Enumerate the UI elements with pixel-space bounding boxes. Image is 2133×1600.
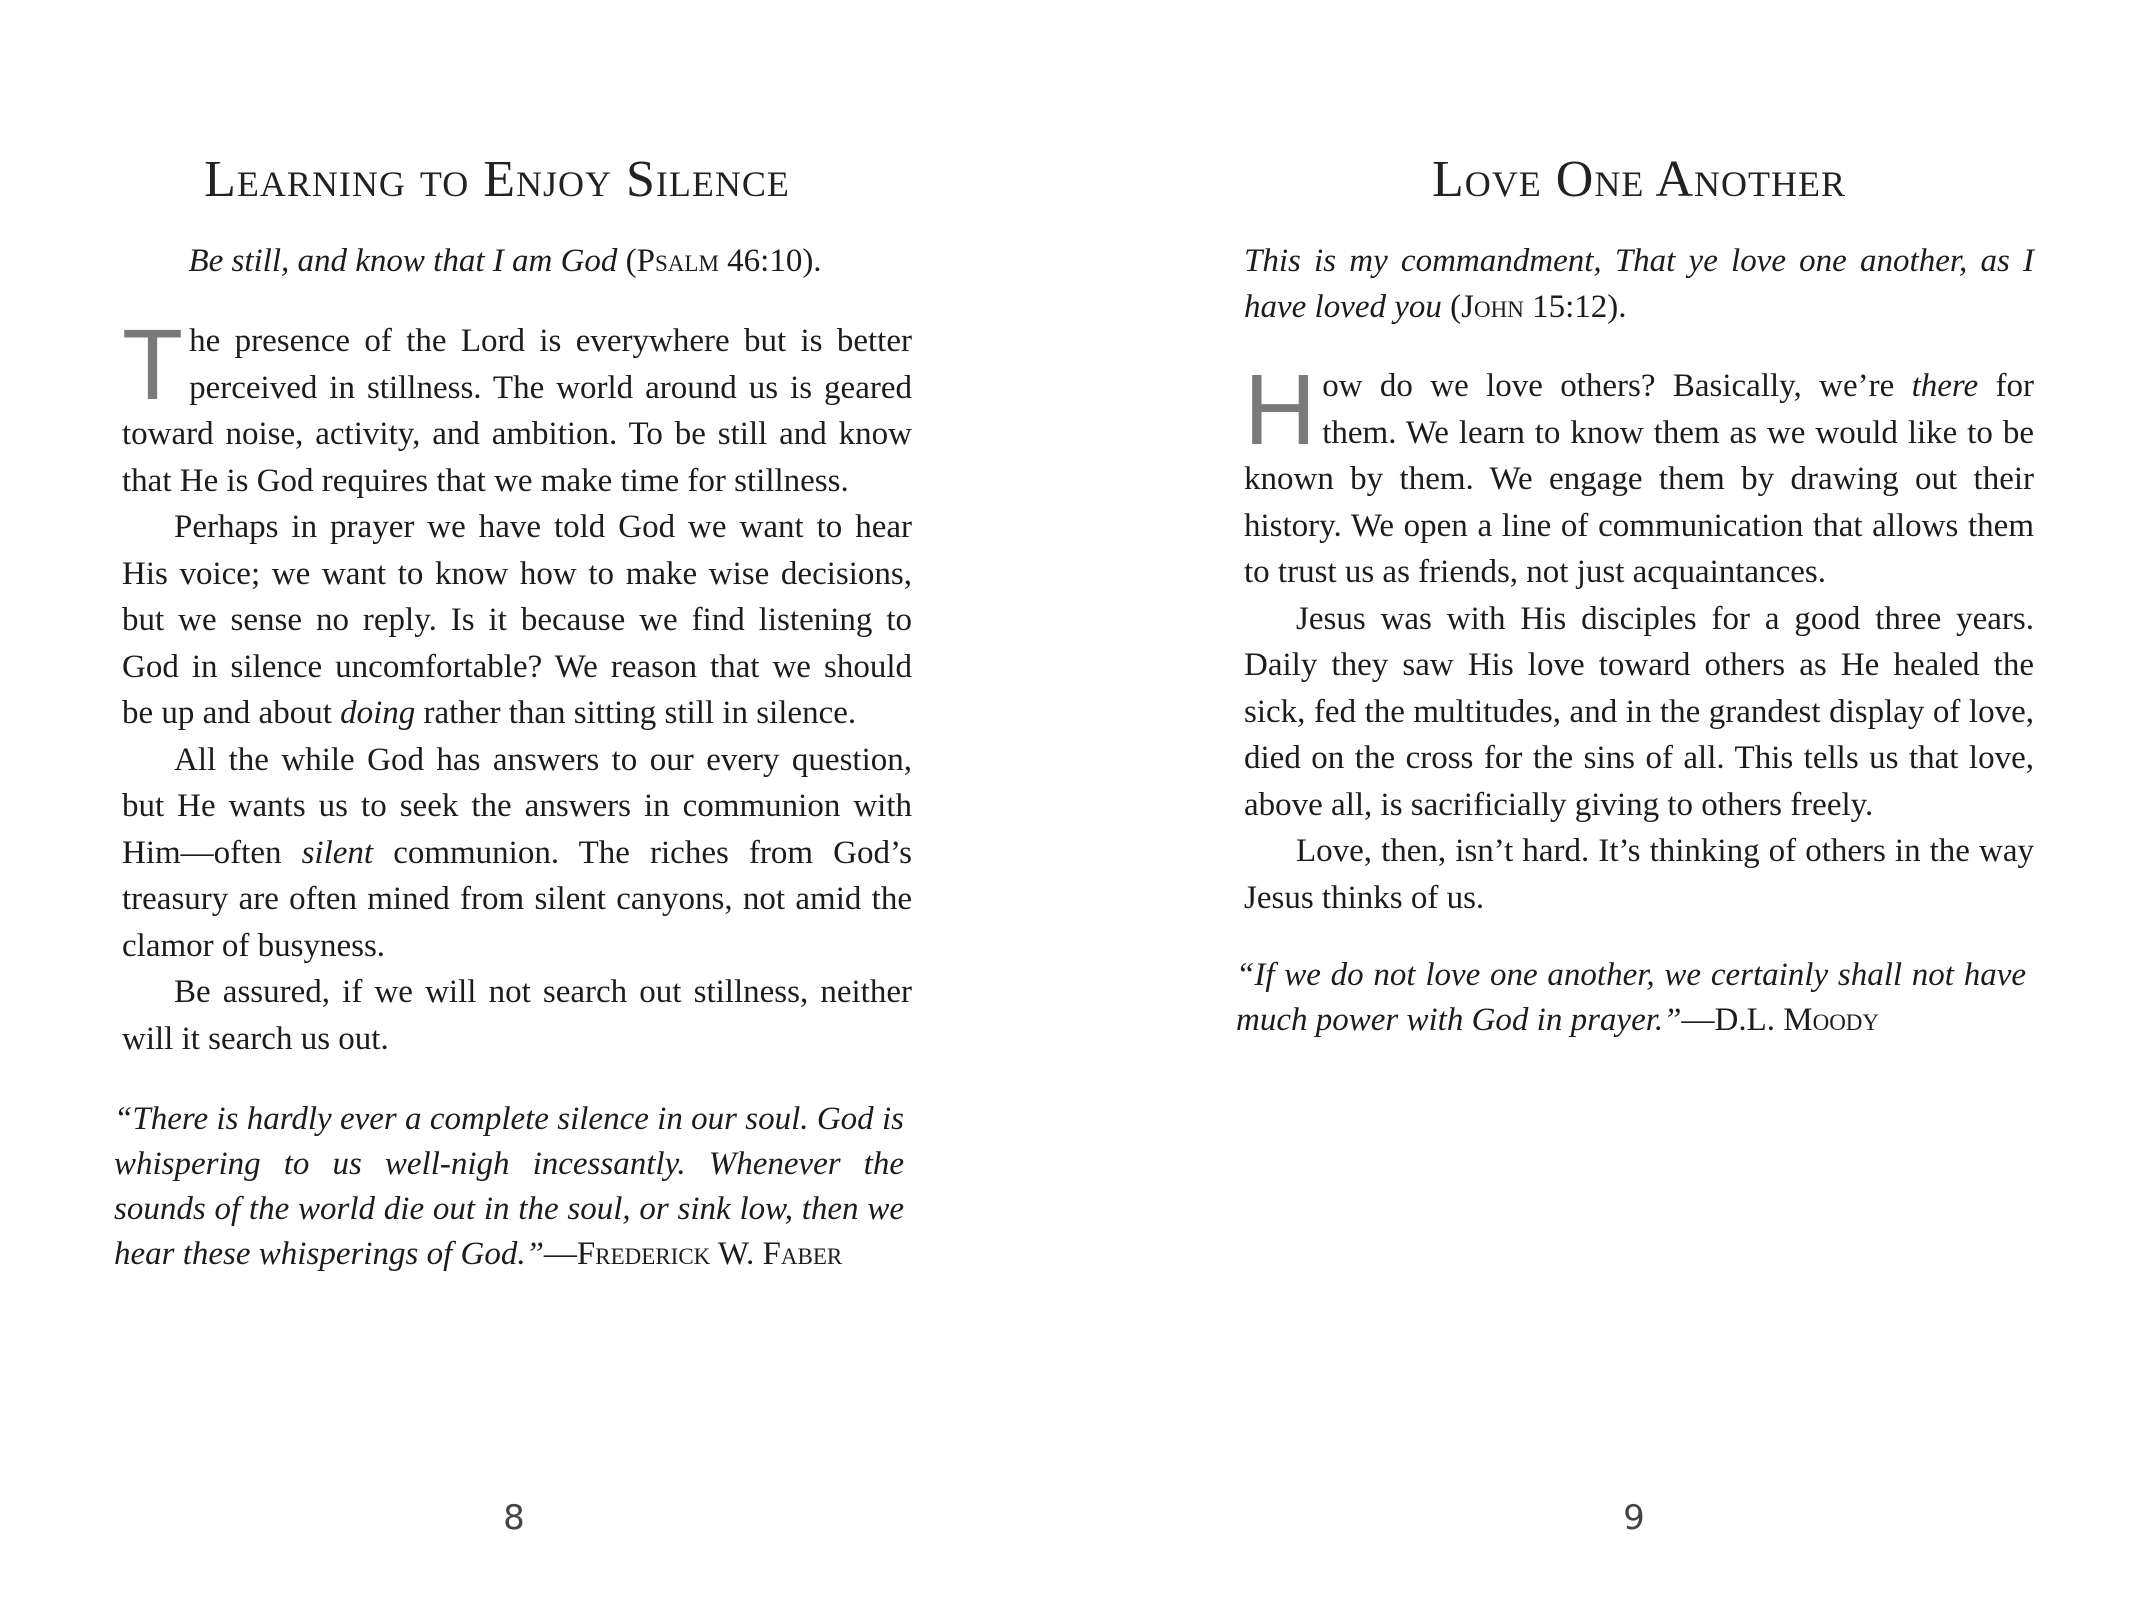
right-body-text <box>1244 354 2035 921</box>
left-paragraph-4 <box>122 969 912 1062</box>
right-quote-author: —D.L. Moody <box>1681 1002 1880 1038</box>
left-paragraph-2 <box>122 504 912 737</box>
right-paragraph-3 <box>1244 828 2034 921</box>
left-paragraph-3-tail: communion. The riches from God’s treasury are often mined from silent canyons, not amid the clamor of busyness. <box>122 834 913 964</box>
left-paragraph-1-text: he presence of the Lord is everywhere but is better perceived in stillness. The world around us is geared toward noise, activity, and ambition. To be still and know that He is God requires that we make time for stillness. <box>122 323 912 499</box>
left-paragraph-1 <box>122 309 912 504</box>
right-emphasis-there: there <box>1911 368 1979 404</box>
right-quote <box>1236 953 2026 1043</box>
right-paragraph-2 <box>1244 596 2034 829</box>
left-page <box>114 0 913 1600</box>
right-scripture-verse: This is my commandment, That ye love one another, as I have loved you <box>1244 243 2034 325</box>
left-paragraph-2-tail: rather than sitting still in silence. <box>423 695 857 731</box>
right-quote-text: “If we do not love one another, we certainly shall not have much power with God in prayer.” <box>1236 957 2026 1038</box>
left-scripture-verse: Be still, and know that I am God <box>188 243 618 279</box>
right-scripture <box>1244 238 2034 330</box>
left-emphasis-doing: doing <box>340 695 416 731</box>
left-body-text <box>122 309 913 1062</box>
left-page-title: Learning to Enjoy Silence <box>204 151 790 208</box>
left-emphasis-silent: silent <box>301 834 374 871</box>
left-paragraph-2-text: Perhaps in prayer we have told God we want to hear His voice; we want to know how to make wise decisions, but we sense no reply. Is it because we find listening to God in silence uncomfortable? We reason that we should be up and about <box>122 509 912 731</box>
left-page-number: 8 <box>503 1498 525 1538</box>
left-paragraph-3 <box>122 737 912 970</box>
right-paragraph-1 <box>1244 354 2035 596</box>
left-quote-author: —Frederick W. Faber <box>543 1236 843 1272</box>
left-drop-cap: T <box>122 309 184 421</box>
left-scripture <box>110 238 900 284</box>
left-quote <box>114 1097 904 1277</box>
right-paragraph-1-text: ow do we love others? Basically, we’re <box>1322 368 1895 404</box>
right-paragraph-1-tail: for them. We learn to know them as we would like to be known by them. We engage them by drawing out their history. We open a line of communication that allows them to trust us as friends, not just acquaintances. <box>1244 368 2035 590</box>
right-page-number: 9 <box>1623 1498 1645 1538</box>
left-scripture-reference: (Psalm 46:10). <box>625 243 822 279</box>
right-paragraph-2-text: Jesus was with His disciples for a good three years. Daily they saw His love toward others as He healed the sick, fed the multitudes, and in the grandest display of love, died on the cross for the sins of all. This tells us that love, above all, is sacrificially giving to others freely. <box>1244 600 2034 823</box>
left-paragraph-4-text: Be assured, if we will not search out stillness, neither will it search us out. <box>122 974 912 1057</box>
right-page-title: Love One Another <box>1432 151 1846 208</box>
right-paragraph-3-text: Love, then, isn’t hard. It’s thinking of others in the way Jesus thinks of us. <box>1244 833 2034 916</box>
right-page <box>1236 0 2035 1600</box>
left-paragraph-3-text: All the while God has answers to our every question, but He wants us to seek the answers in communion with Him—often <box>122 741 912 871</box>
right-drop-cap: H <box>1244 354 1317 466</box>
right-scripture-reference: (John 15:12). <box>1450 289 1627 325</box>
left-quote-text: “There is hardly ever a complete silence in our soul. God is whispering to us well-nigh incessantly. Whenever the sounds of the world die out in the soul, or sink low, then we hear these whisperings of God.” <box>114 1101 904 1272</box>
